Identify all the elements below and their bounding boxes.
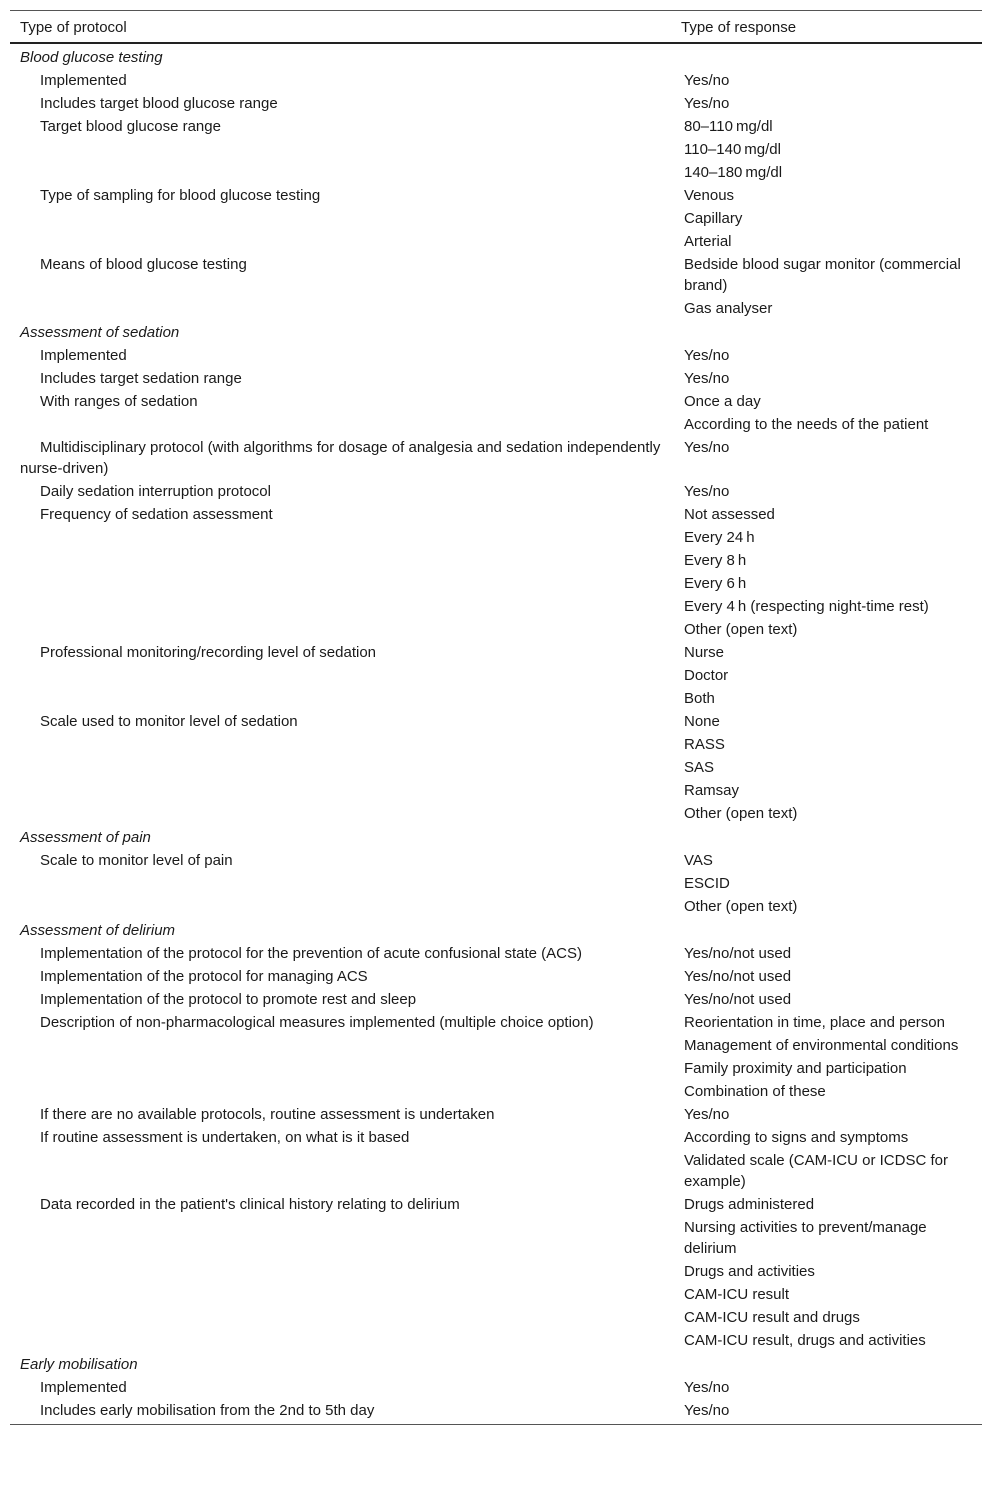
response-option: Other (open text) [684, 805, 798, 822]
table-row [10, 1329, 982, 1352]
section-empty-cell [671, 1352, 982, 1376]
protocol-label: Scale to monitor level of pain [40, 852, 233, 869]
protocol-label: Implementation of the protocol for the prevention of acute confusional state (ACS) [40, 945, 582, 962]
protocol-label: Implemented [40, 1379, 127, 1396]
response-option: ESCID [684, 875, 730, 892]
table-row [10, 1376, 982, 1399]
protocol-empty-cell [10, 756, 671, 779]
protocol-label: If there are no available protocols, routine assessment is undertaken [40, 1106, 495, 1123]
protocol-empty-cell [10, 549, 671, 572]
response-option: Yes/no [684, 1106, 730, 1123]
table-row [10, 779, 982, 802]
response-option: Every 24 h [684, 529, 755, 546]
response-option: RASS [684, 736, 725, 753]
table-row [10, 1034, 982, 1057]
header-response: Type of response [671, 11, 982, 44]
section-empty-cell [671, 43, 982, 69]
response-option: Yes/no/not used [684, 991, 792, 1008]
protocol-empty-cell [10, 687, 671, 710]
table-row [10, 942, 982, 965]
response-option: Yes/no [684, 95, 730, 112]
response-option: Capillary [684, 210, 743, 227]
protocol-empty-cell [10, 664, 671, 687]
response-option: Reorientation in time, place and person [684, 1014, 945, 1031]
protocol-empty-cell [10, 572, 671, 595]
protocol-empty-cell [10, 872, 671, 895]
protocol-empty-cell [10, 1260, 671, 1283]
response-option: Venous [684, 187, 735, 204]
table-row [10, 92, 982, 115]
table-row [10, 687, 982, 710]
table-row [10, 480, 982, 503]
table-row [10, 367, 982, 390]
section-empty-cell [671, 320, 982, 344]
table-row [10, 526, 982, 549]
response-option: SAS [684, 759, 715, 776]
table-row [10, 1057, 982, 1080]
response-option: CAM-ICU result, drugs and activities [684, 1332, 926, 1349]
table-row [10, 710, 982, 733]
protocol-empty-cell [10, 1329, 671, 1352]
protocol-empty-cell [10, 297, 671, 320]
table-row [10, 849, 982, 872]
section-title: Assessment of pain [20, 829, 151, 846]
response-option: Yes/no [671, 1399, 982, 1425]
protocol-empty-cell [10, 779, 671, 802]
response-option: Ramsay [684, 782, 740, 799]
table-row [10, 253, 982, 297]
response-option: Yes/no [684, 370, 730, 387]
response-option: Drugs and activities [684, 1263, 815, 1280]
table-row [10, 965, 982, 988]
response-option: Yes/no [684, 439, 730, 456]
protocol-empty-cell [10, 413, 671, 436]
protocol-label: Implemented [40, 347, 127, 364]
section-title: Assessment of sedation [20, 324, 180, 341]
response-option: Bedside blood sugar monitor (commercial brand) [684, 256, 961, 294]
table-row [10, 69, 982, 92]
protocol-label: Type of sampling for blood glucose testing [40, 187, 321, 204]
protocol-empty-cell [10, 733, 671, 756]
response-option: CAM-ICU result and drugs [684, 1309, 860, 1326]
response-option: Nurse [684, 644, 725, 661]
table-row [10, 895, 982, 918]
response-option: Yes/no [684, 483, 730, 500]
table-row [10, 641, 982, 664]
protocol-empty-cell [10, 138, 671, 161]
response-option: 80–110 mg/dl [684, 118, 773, 135]
protocol-label: Multidisciplinary protocol (with algorithms for dosage of analgesia and sedation independently nurse-driven) [20, 439, 661, 477]
protocol-empty-cell [10, 802, 671, 825]
table-row [10, 503, 982, 526]
response-option: Combination of these [684, 1083, 826, 1100]
protocol-empty-cell [10, 207, 671, 230]
table-row [10, 988, 982, 1011]
response-option: VAS [684, 852, 713, 869]
protocol-label: Target blood glucose range [40, 118, 221, 135]
table-row [10, 549, 982, 572]
table-row [10, 1011, 982, 1034]
protocol-label: With ranges of sedation [40, 393, 198, 410]
response-option: Every 4 h (respecting night-time rest) [684, 598, 929, 615]
section-row [10, 918, 982, 942]
protocol-empty-cell [10, 1080, 671, 1103]
protocol-empty-cell [10, 895, 671, 918]
response-option: 110–140 mg/dl [684, 141, 781, 158]
table-row [10, 756, 982, 779]
table-row [10, 138, 982, 161]
table-row [10, 344, 982, 367]
protocol-label: Description of non-pharmacological measures implemented (multiple choice option) [40, 1014, 594, 1031]
table-row [10, 115, 982, 138]
protocol-empty-cell [10, 1216, 671, 1260]
table-row [10, 436, 982, 480]
response-option: Yes/no [684, 347, 730, 364]
table-row [10, 207, 982, 230]
protocol-label: Includes target blood glucose range [40, 95, 278, 112]
table-row [10, 872, 982, 895]
response-option: Yes/no/not used [684, 945, 792, 962]
table-row [10, 802, 982, 825]
table-body [10, 43, 982, 1425]
table-row [10, 618, 982, 641]
table-row [10, 230, 982, 253]
protocol-table [10, 10, 982, 1425]
protocol-label: Includes early mobilisation from the 2nd to 5th day [10, 1399, 671, 1425]
protocol-empty-cell [10, 1306, 671, 1329]
table-row [10, 595, 982, 618]
protocol-label: Frequency of sedation assessment [40, 506, 273, 523]
table-row [10, 1149, 982, 1193]
table-row [10, 572, 982, 595]
section-title: Early mobilisation [20, 1356, 138, 1373]
table-row [10, 1126, 982, 1149]
response-option: Nursing activities to prevent/manage delirium [684, 1219, 927, 1257]
response-option: Doctor [684, 667, 729, 684]
response-option: Once a day [684, 393, 761, 410]
table-row [10, 1103, 982, 1126]
response-option: Family proximity and participation [684, 1060, 907, 1077]
table-row [10, 1283, 982, 1306]
section-title: Assessment of delirium [20, 922, 176, 939]
table-row [10, 1193, 982, 1216]
table-row [10, 1399, 982, 1425]
section-row [10, 320, 982, 344]
table-row [10, 1260, 982, 1283]
response-option: Yes/no [684, 1379, 730, 1396]
table-row [10, 1306, 982, 1329]
table-row [10, 1080, 982, 1103]
section-title: Blood glucose testing [20, 49, 163, 66]
section-row [10, 43, 982, 69]
response-option: Gas analyser [684, 300, 773, 317]
response-option: Drugs administered [684, 1196, 815, 1213]
table-row [10, 664, 982, 687]
protocol-empty-cell [10, 1034, 671, 1057]
protocol-empty-cell [10, 230, 671, 253]
protocol-empty-cell [10, 1057, 671, 1080]
protocol-empty-cell [10, 526, 671, 549]
response-option: Other (open text) [684, 621, 798, 638]
response-option: According to the needs of the patient [684, 416, 929, 433]
response-option: Yes/no/not used [684, 968, 792, 985]
table-row [10, 390, 982, 413]
response-option: Not assessed [684, 506, 775, 523]
response-option: 140–180 mg/dl [684, 164, 783, 181]
protocol-label: Professional monitoring/recording level of sedation [40, 644, 377, 661]
protocol-label: Daily sedation interruption protocol [40, 483, 271, 500]
section-row [10, 1352, 982, 1376]
protocol-empty-cell [10, 618, 671, 641]
response-option: CAM-ICU result [684, 1286, 790, 1303]
table-row [10, 1216, 982, 1260]
response-option: Both [684, 690, 715, 707]
response-option: Other (open text) [684, 898, 798, 915]
response-option: According to signs and symptoms [684, 1129, 909, 1146]
protocol-empty-cell [10, 1149, 671, 1193]
protocol-label: If routine assessment is undertaken, on what is it based [40, 1129, 410, 1146]
response-option: Validated scale (CAM-ICU or ICDSC for example) [684, 1152, 948, 1190]
protocol-empty-cell [10, 595, 671, 618]
table-row [10, 733, 982, 756]
protocol-label: Means of blood glucose testing [40, 256, 247, 273]
header-row [10, 11, 982, 44]
protocol-empty-cell [10, 161, 671, 184]
response-option: Every 6 h [684, 575, 747, 592]
response-option: Yes/no [684, 72, 730, 89]
section-empty-cell [671, 825, 982, 849]
response-option: Arterial [684, 233, 732, 250]
response-option: None [684, 713, 720, 730]
protocol-label: Includes target sedation range [40, 370, 242, 387]
protocol-label: Implementation of the protocol to promote rest and sleep [40, 991, 417, 1008]
response-option: Every 8 h [684, 552, 747, 569]
section-empty-cell [671, 918, 982, 942]
section-row [10, 825, 982, 849]
protocol-label: Scale used to monitor level of sedation [40, 713, 298, 730]
table-row [10, 413, 982, 436]
protocol-label: Data recorded in the patient's clinical history relating to delirium [40, 1196, 460, 1213]
protocol-label: Implementation of the protocol for managing ACS [40, 968, 368, 985]
protocol-label: Implemented [40, 72, 127, 89]
response-option: Management of environmental conditions [684, 1037, 959, 1054]
table-row [10, 184, 982, 207]
protocol-empty-cell [10, 1283, 671, 1306]
table-row [10, 297, 982, 320]
table-row [10, 161, 982, 184]
header-protocol: Type of protocol [10, 11, 671, 44]
